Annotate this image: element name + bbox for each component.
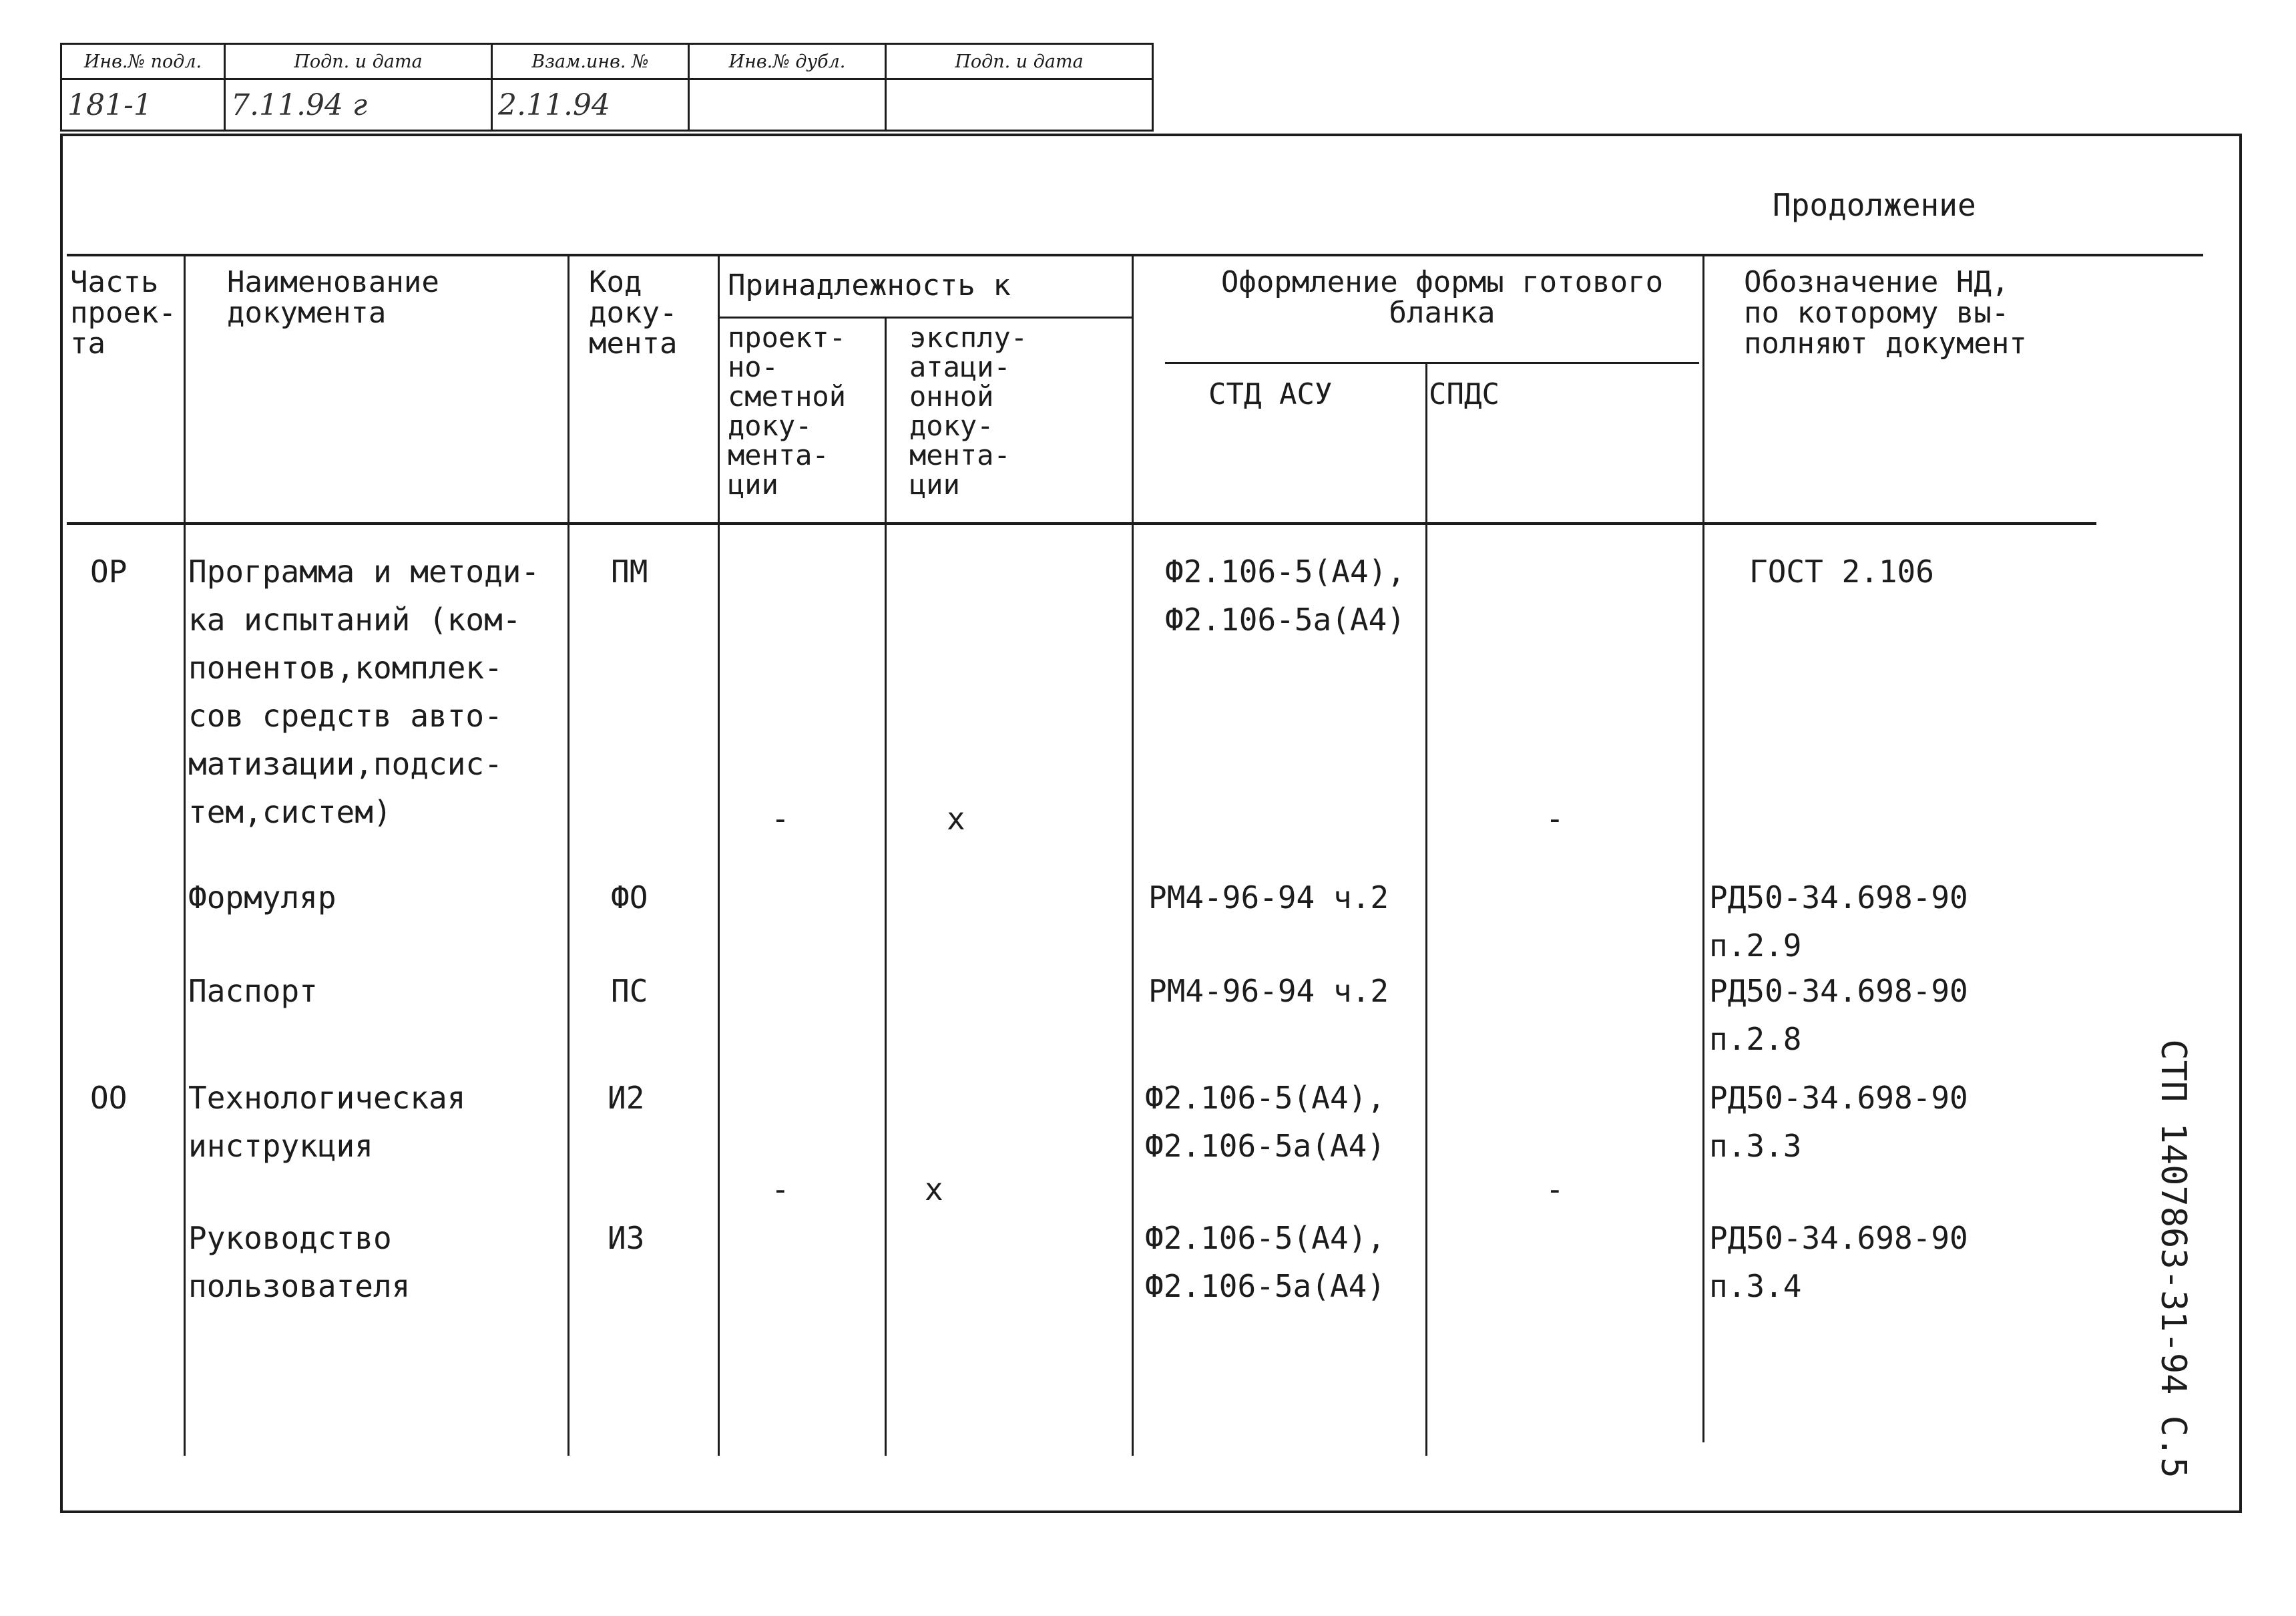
group2-operation-mark: х	[925, 1171, 943, 1207]
col-divider-name	[567, 254, 569, 1456]
row4-part: ОО	[90, 1080, 128, 1116]
col-divider-part	[184, 254, 186, 1456]
group2-spds-mark: -	[1546, 1171, 1564, 1207]
stamp-value-signature-date: 7.11.94 г	[225, 79, 492, 131]
row4-name: Технологическая инструкция	[188, 1080, 466, 1164]
row5-std: Ф2.106-5(А4), Ф2.106-5а(А4)	[1145, 1220, 1386, 1304]
belonging-subheader-rule	[718, 317, 1132, 319]
row4-nd: РД50-34.698-90 п.3.3	[1709, 1080, 1968, 1164]
header-part: Часть проек- та	[70, 265, 176, 361]
header-bottom-rule	[67, 522, 2096, 525]
side-document-code	[2146, 1032, 2200, 1486]
col-divider-spds	[1702, 254, 1704, 1442]
group1-design-mark: -	[771, 801, 790, 837]
row3-nd: РД50-34.698-90 п.2.8	[1709, 973, 1968, 1057]
header-nd: Обозначение НД, по которому вы- полняют документ	[1744, 265, 2027, 361]
group1-spds-mark: -	[1546, 801, 1564, 837]
col-divider-belonging	[885, 317, 887, 1456]
row2-nd: РД50-34.698-90 п.2.9	[1709, 879, 1968, 964]
header-form: Оформление формы готового бланка	[1220, 265, 1664, 330]
stamp-header-inv-duplicate: Инв.№ дубл.	[689, 44, 886, 79]
row1-nd: ГОСТ 2.106	[1749, 554, 1934, 590]
row5-name: Руководство пользователя	[188, 1220, 411, 1304]
stamp-header-inv-original: Инв.№ подл.	[61, 44, 225, 79]
row1-std: Ф2.106-5(А4), Ф2.106-5а(А4)	[1165, 554, 1406, 638]
col-divider-std	[1425, 362, 1427, 1456]
header-belonging-operation: эксплу- атаци- онной доку- мента- ции	[909, 321, 1028, 501]
col-divider-code	[718, 254, 720, 1456]
row1-name: Программа и методи- ка испытаний (ком- понентов,комплек- сов средств авто- матизации,подсис- тем,систем)	[188, 554, 540, 830]
row2-code: ФО	[611, 879, 648, 916]
side-document-code-text: СТП 1407863-31-94 С.5	[2153, 1039, 2193, 1478]
header-code: Код доку- мента	[589, 265, 678, 361]
header-form-spds: СПДС	[1429, 377, 1500, 411]
row1-part: ОР	[90, 554, 128, 590]
stamp-header-replaced-inv: Взам.инв. №	[492, 44, 689, 79]
group1-operation-mark: х	[947, 801, 965, 837]
continuation-label: Продолжение	[1773, 187, 1976, 223]
stamp-value-replaced-inv: 2.11.94	[492, 79, 689, 131]
col-divider-operation	[1132, 254, 1134, 1456]
form-subheader-rule	[1165, 362, 1699, 364]
row4-code: И2	[608, 1080, 645, 1116]
row4-std: Ф2.106-5(А4), Ф2.106-5а(А4)	[1145, 1080, 1386, 1164]
row1-code: ПМ	[611, 554, 648, 590]
row3-code: ПС	[611, 973, 648, 1009]
stamp-header-signature-date: Подп. и дата	[225, 44, 492, 79]
table-top-rule	[67, 254, 2203, 256]
row2-name: Формуляр	[188, 879, 336, 916]
header-belonging-design: проект- но- сметной доку- мента- ции	[728, 321, 847, 501]
stamp-value-inv-duplicate	[689, 79, 886, 131]
header-belonging: Принадлежность к	[728, 268, 1011, 302]
stamp-value-inv-original: 181-1	[61, 79, 225, 131]
header-form-std: СТД АСУ	[1208, 377, 1333, 411]
row2-std: РМ4-96-94 ч.2	[1148, 879, 1389, 916]
stamp-block	[60, 43, 1154, 132]
stamp-value-signature-date-2	[886, 79, 1153, 131]
header-name: Наименование документа	[227, 265, 439, 330]
row3-name: Паспорт	[188, 973, 318, 1009]
row5-code: ИЗ	[608, 1220, 645, 1256]
row5-nd: РД50-34.698-90 п.3.4	[1709, 1220, 1968, 1304]
group2-design-mark: -	[771, 1171, 790, 1207]
stamp-header-signature-date-2: Подп. и дата	[886, 44, 1153, 79]
row3-std: РМ4-96-94 ч.2	[1148, 973, 1389, 1009]
